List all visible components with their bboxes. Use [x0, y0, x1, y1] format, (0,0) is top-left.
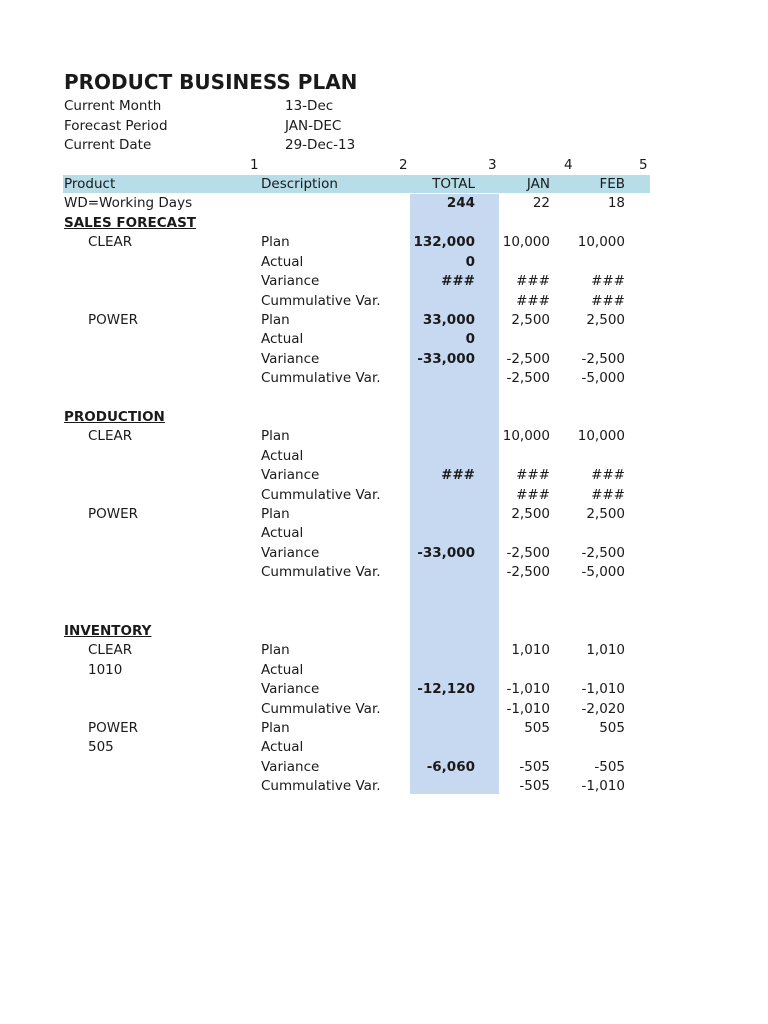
cell-jan[interactable]: ### — [516, 467, 550, 484]
row-description: Variance — [261, 681, 320, 698]
cell-jan[interactable]: -1,010 — [506, 681, 550, 698]
row-description: Plan — [261, 312, 290, 328]
cell-feb[interactable]: 10,000 — [577, 234, 625, 251]
header-jan: JAN — [526, 176, 550, 192]
cell-feb[interactable]: 505 — [599, 720, 625, 736]
info-value[interactable]: 29-Dec-13 — [285, 137, 356, 153]
cell-jan[interactable]: 505 — [524, 720, 550, 736]
row-description: Actual — [261, 331, 304, 348]
cell-feb[interactable]: ### — [591, 273, 625, 290]
cell-total[interactable]: -33,000 — [417, 350, 475, 367]
cell-feb[interactable]: 10,000 — [577, 428, 625, 445]
product-name: CLEAR — [88, 642, 133, 659]
cell-feb[interactable]: -2,500 — [581, 544, 625, 561]
cell-total[interactable]: 33,000 — [422, 312, 475, 328]
row-description: Variance — [261, 758, 320, 775]
row-description: Variance — [261, 544, 320, 561]
cell-total[interactable]: -6,060 — [426, 758, 475, 775]
info-label: Current Date — [64, 137, 152, 153]
cell-total[interactable]: -33,000 — [417, 544, 475, 561]
product-name: POWER — [88, 312, 139, 328]
cell-feb[interactable]: ### — [591, 292, 625, 309]
column-number: 1 — [250, 157, 259, 173]
info-label: Current Month — [64, 98, 162, 114]
cell-jan[interactable]: 10,000 — [502, 234, 550, 251]
working-days-jan[interactable]: 22 — [532, 195, 550, 211]
cell-jan[interactable]: ### — [516, 273, 550, 290]
cell-total[interactable]: 132,000 — [413, 234, 475, 251]
page-title: PRODUCT BUSINESS PLAN — [64, 70, 358, 94]
product-name: POWER — [88, 506, 139, 522]
row-description: Actual — [261, 253, 304, 270]
cell-feb[interactable]: -1,010 — [581, 778, 625, 795]
working-days-total[interactable]: 244 — [446, 195, 475, 211]
product-code: 1010 — [88, 661, 123, 678]
row-description: Plan — [261, 642, 290, 659]
cell-total[interactable]: 0 — [465, 253, 475, 270]
column-number: 5 — [639, 157, 648, 173]
row-description: Cummulative Var. — [261, 778, 381, 795]
row-description: Plan — [261, 506, 290, 522]
header-row-band — [63, 175, 650, 193]
row-description: Plan — [261, 428, 290, 445]
working-days-label: WD=Working Days — [64, 195, 193, 211]
section-title: SALES FORECAST — [64, 215, 197, 231]
header-product: Product — [64, 176, 116, 192]
cell-total[interactable]: -12,120 — [417, 681, 475, 698]
cell-feb[interactable]: -2,500 — [581, 350, 625, 367]
cell-feb[interactable]: -5,000 — [581, 564, 625, 581]
row-description: Variance — [261, 350, 320, 367]
row-description: Cummulative Var. — [261, 564, 381, 581]
info-value[interactable]: 13-Dec — [285, 98, 334, 114]
cell-feb[interactable]: 2,500 — [586, 506, 625, 522]
column-number: 2 — [399, 157, 408, 173]
cell-total[interactable]: ### — [441, 467, 475, 484]
cell-jan[interactable]: -505 — [519, 778, 550, 795]
row-description: Variance — [261, 273, 320, 290]
cell-feb[interactable]: -5,000 — [581, 370, 625, 387]
cell-jan[interactable]: -2,500 — [506, 370, 550, 387]
column-number: 4 — [564, 157, 573, 173]
info-label: Forecast Period — [64, 118, 168, 134]
column-number: 3 — [488, 157, 497, 173]
cell-jan[interactable]: ### — [516, 292, 550, 309]
product-name: CLEAR — [88, 234, 133, 251]
product-name: CLEAR — [88, 428, 133, 445]
row-description: Actual — [261, 447, 304, 464]
row-description: Cummulative Var. — [261, 486, 381, 503]
cell-feb[interactable]: -505 — [594, 758, 625, 775]
cell-jan[interactable]: 1,010 — [511, 642, 550, 659]
cell-jan[interactable]: -2,500 — [506, 564, 550, 581]
cell-jan[interactable]: -505 — [519, 758, 550, 775]
row-description: Cummulative Var. — [261, 700, 381, 717]
row-description: Cummulative Var. — [261, 292, 381, 309]
header-feb: FEB — [599, 176, 625, 192]
cell-feb[interactable]: 2,500 — [586, 312, 625, 328]
section-title: INVENTORY — [64, 623, 152, 639]
row-description: Actual — [261, 525, 304, 542]
cell-feb[interactable]: ### — [591, 486, 625, 503]
working-days-feb[interactable]: 18 — [607, 195, 625, 211]
header-total: TOTAL — [432, 176, 475, 192]
row-description: Plan — [261, 720, 290, 736]
cell-jan[interactable]: -2,500 — [506, 350, 550, 367]
cell-jan[interactable]: 2,500 — [511, 506, 550, 522]
cell-jan[interactable]: 10,000 — [502, 428, 550, 445]
cell-total[interactable]: 0 — [465, 331, 475, 348]
cell-feb[interactable]: 1,010 — [586, 642, 625, 659]
section-title: PRODUCTION — [64, 409, 165, 425]
row-description: Actual — [261, 661, 304, 678]
cell-jan[interactable]: ### — [516, 486, 550, 503]
row-description: Plan — [261, 234, 290, 251]
cell-jan[interactable]: 2,500 — [511, 312, 550, 328]
product-code: 505 — [88, 739, 114, 756]
row-description: Variance — [261, 467, 320, 484]
cell-jan[interactable]: -1,010 — [506, 700, 550, 717]
cell-total[interactable]: ### — [441, 273, 475, 290]
product-name: POWER — [88, 720, 139, 736]
info-value[interactable]: JAN-DEC — [285, 118, 342, 134]
cell-jan[interactable]: -2,500 — [506, 544, 550, 561]
row-description: Actual — [261, 739, 304, 756]
cell-feb[interactable]: -1,010 — [581, 681, 625, 698]
row-description: Cummulative Var. — [261, 370, 381, 387]
header-description: Description — [261, 176, 338, 192]
cell-feb[interactable]: ### — [591, 467, 625, 484]
cell-feb[interactable]: -2,020 — [581, 700, 625, 717]
